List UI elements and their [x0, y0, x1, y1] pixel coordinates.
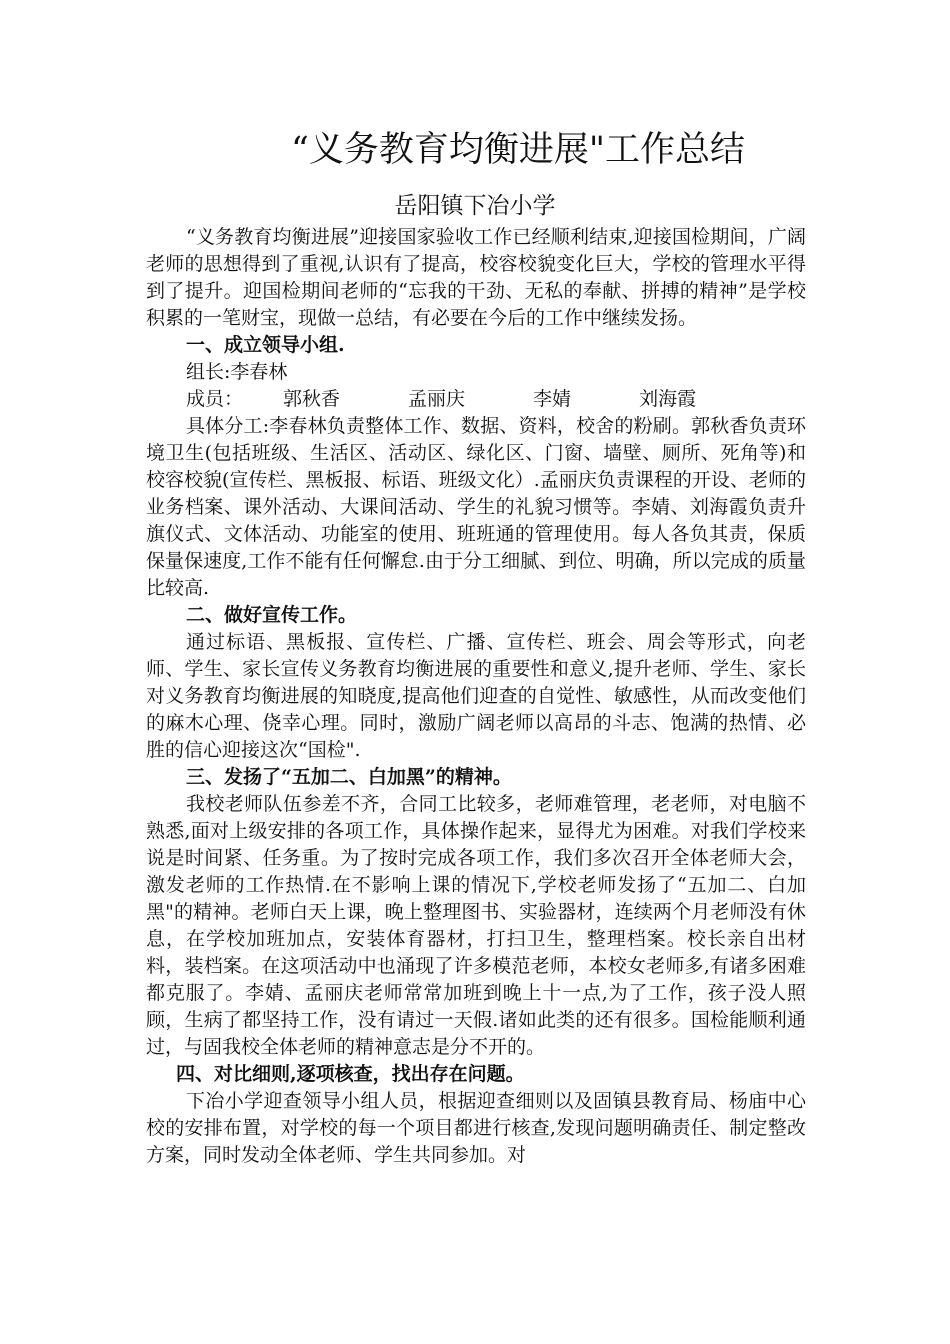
- section2-heading: 二、做好宣传工作。: [186, 604, 358, 626]
- section4-paragraph: 下冶小学迎查领导小组人员，根据迎查细则以及固镇县教育局、杨庙中心校的安排布置，对学校的每一个项目都进行核查,发现问题明确责任、制定整改方案，同时发动全体老师、学生共同参加。对: [146, 1090, 806, 1166]
- members-label: 成员：: [186, 388, 244, 410]
- member-name: 孟丽庆: [408, 388, 466, 410]
- section1-heading: 一、成立领导小组.: [186, 334, 345, 356]
- document-body: [146, 224, 806, 1169]
- section1-paragraph: 具体分工:李春林负责整体工作、数据、资料，校舍的粉刷。郭秋香负责环境卫生(包括班级、生活区、活动区、绿化区、门窗、墙壁、厕所、死角等)和校容校貌(宣传栏、黑板报、标语、班级文化）.孟丽庆负责课程的开设、老师的业务档案、课外活动、大课间活动、学生的礼貌习惯等。李婧、刘海霞负责升旗仪式、文体活动、功能室的使用、班班通的管理使用。每人各负其责，保质保量保速度,工作不能有任何懈怠.由于分工细腻、到位、明确，所以完成的质量比较高.: [146, 415, 806, 599]
- section4-heading: 四、对比细则,逐项核查，找出存在问题。: [176, 1063, 525, 1085]
- member-name: 刘海霞: [639, 388, 697, 410]
- section2-paragraph: 通过标语、黑板报、宣传栏、广播、宣传栏、班会、周会等形式，向老师、学生、家长宣传义务教育均衡进展的重要性和意义,提升老师、学生、家长对义务教育均衡进展的知晓度,提高他们迎查的自觉性、敏感性，从而改变他们的麻木心理、侥幸心理。同时，激励广阔老师以高昂的斗志、饱满的热情、必胜的信心迎接这次“国检".: [146, 631, 806, 761]
- section1-members: [146, 386, 806, 413]
- section3-paragraph: 我校老师队伍参差不齐，合同工比较多，老师难管理，老老师，对电脑不熟悉,面对上级安排的各项工作，具体操作起来，显得尤为困难。对我们学校来说是时间紧、任务重。为了按时完成各项工作，我们多次召开全体老师大会，激发老师的工作热情.在不影响上课的情况下,学校老师发扬了“五加二、白加黑"的精神。老师白天上课，晚上整理图书、实验器材，连续两个月老师没有休息，在学校加班加点，安装体育器材，打扫卫生，整理档案。校长亲自出材料，装档案。在这项活动中也涌现了许多模范老师，本校女老师多,有诸多困难都克服了。李婧、孟丽庆老师常常加班到晚上十一点,为了工作，孩子没人照顾，生病了都坚持工作，没有请过一天假.诸如此类的还有很多。国检能顺利通过，与固我校全体老师的精神意志是分不开的。: [146, 793, 806, 1058]
- document-title: “义务教育均衡进展"工作总结: [291, 130, 745, 170]
- member-name: 李婧: [533, 388, 572, 410]
- intro-paragraph: “义务教育均衡进展”迎接国家验收工作已经顺利结束,迎接国检期间，广阔老师的思想得到了重视,认识有了提高，校容校貌变化巨大，学校的管理水平得到了提升。迎国检期间老师的“忘我的干劲、无私的奉献、拼搏的精神”是学校积累的一笔财宝，现做一总结，有必要在今后的工作中继续发扬。: [146, 226, 806, 329]
- section3-heading: 三、发扬了“五加二、白加黑”的精神。: [186, 766, 512, 788]
- document-subtitle: 岳阳镇下冶小学: [394, 193, 556, 219]
- member-name: 郭秋香: [283, 388, 341, 410]
- section1-leader: 组长:李春林: [186, 361, 288, 383]
